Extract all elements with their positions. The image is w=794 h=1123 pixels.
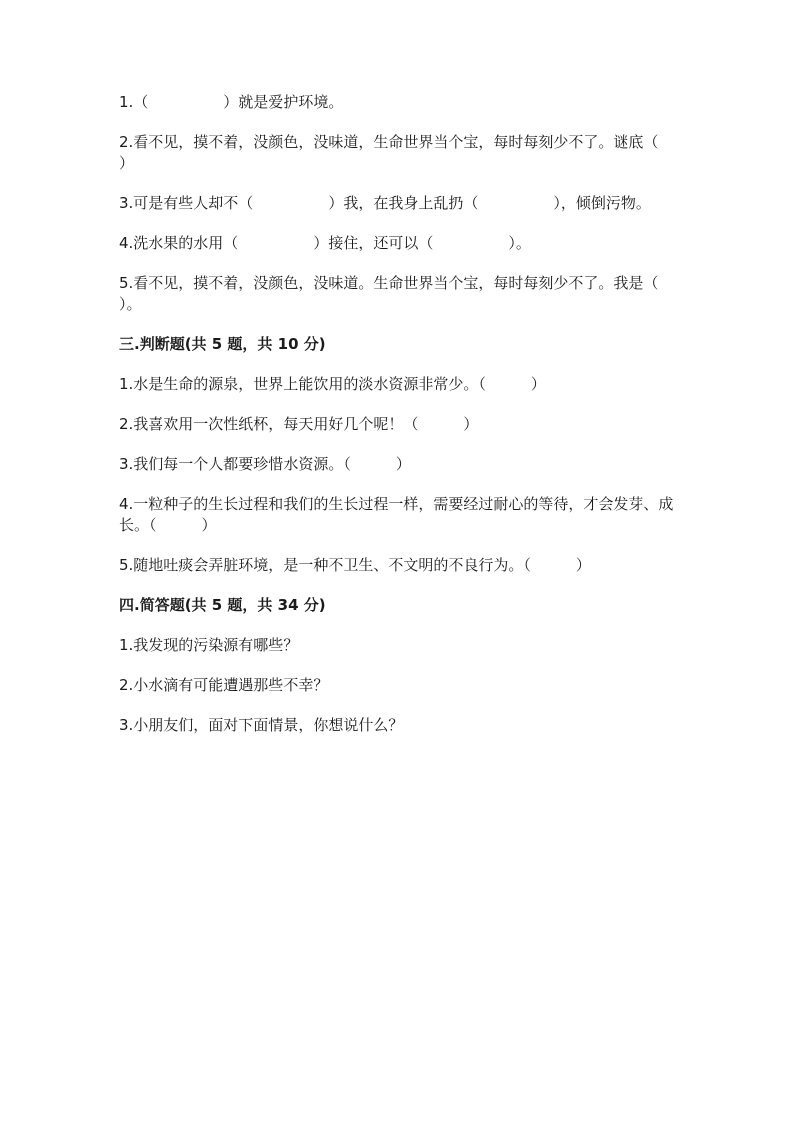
judge-question-2: 2.我喜欢用一次性纸杯，每天用好几个呢！（ ） (119, 415, 479, 433)
fill-in-question-5: 5.看不见，摸不着，没颜色，没味道。生命世界当个宝，每时每刻少不了。我是（ ）。 (119, 274, 734, 313)
short-answer-question-3: 3.小朋友们，面对下面情景，你想说什么？ (119, 716, 404, 734)
worksheet-page (119, 92, 734, 736)
judge-question-1: 1.水是生命的源泉，世界上能饮用的淡水资源非常少。（ ） (119, 375, 546, 393)
judge-question-4: 4.一粒种子的生长过程和我们的生长过程一样，需要经过耐心的等待，才会发芽、成长。（ ） (119, 495, 674, 534)
short-answer-section-title: 四.简答题(共 5 题，共 34 分) (119, 596, 326, 614)
judge-question-5: 5.随地吐痰会弄脏环境，是一种不卫生、不文明的不良行为。（ ） (119, 556, 591, 574)
short-answer-question-1: 1.我发现的污染源有哪些？ (119, 636, 299, 654)
fill-in-question-3: 3.可是有些人却不（ ）我，在我身上乱扔（ ），倾倒污物。 (119, 194, 651, 212)
judge-section-title: 三.判断题(共 5 题，共 10 分) (119, 335, 326, 353)
fill-in-question-1: 1.（ ）就是爱护环境。 (119, 93, 344, 111)
fill-in-question-4: 4.洗水果的水用（ ）接住，还可以（ ）。 (119, 234, 531, 252)
short-answer-question-2: 2.小水滴有可能遭遇那些不幸？ (119, 676, 329, 694)
fill-in-question-2: 2.看不见，摸不着，没颜色，没味道，生命世界当个宝，每时每刻少不了。谜底（ ） (119, 133, 734, 172)
judge-question-3: 3.我们每一个人都要珍惜水资源。（ ） (119, 455, 411, 473)
